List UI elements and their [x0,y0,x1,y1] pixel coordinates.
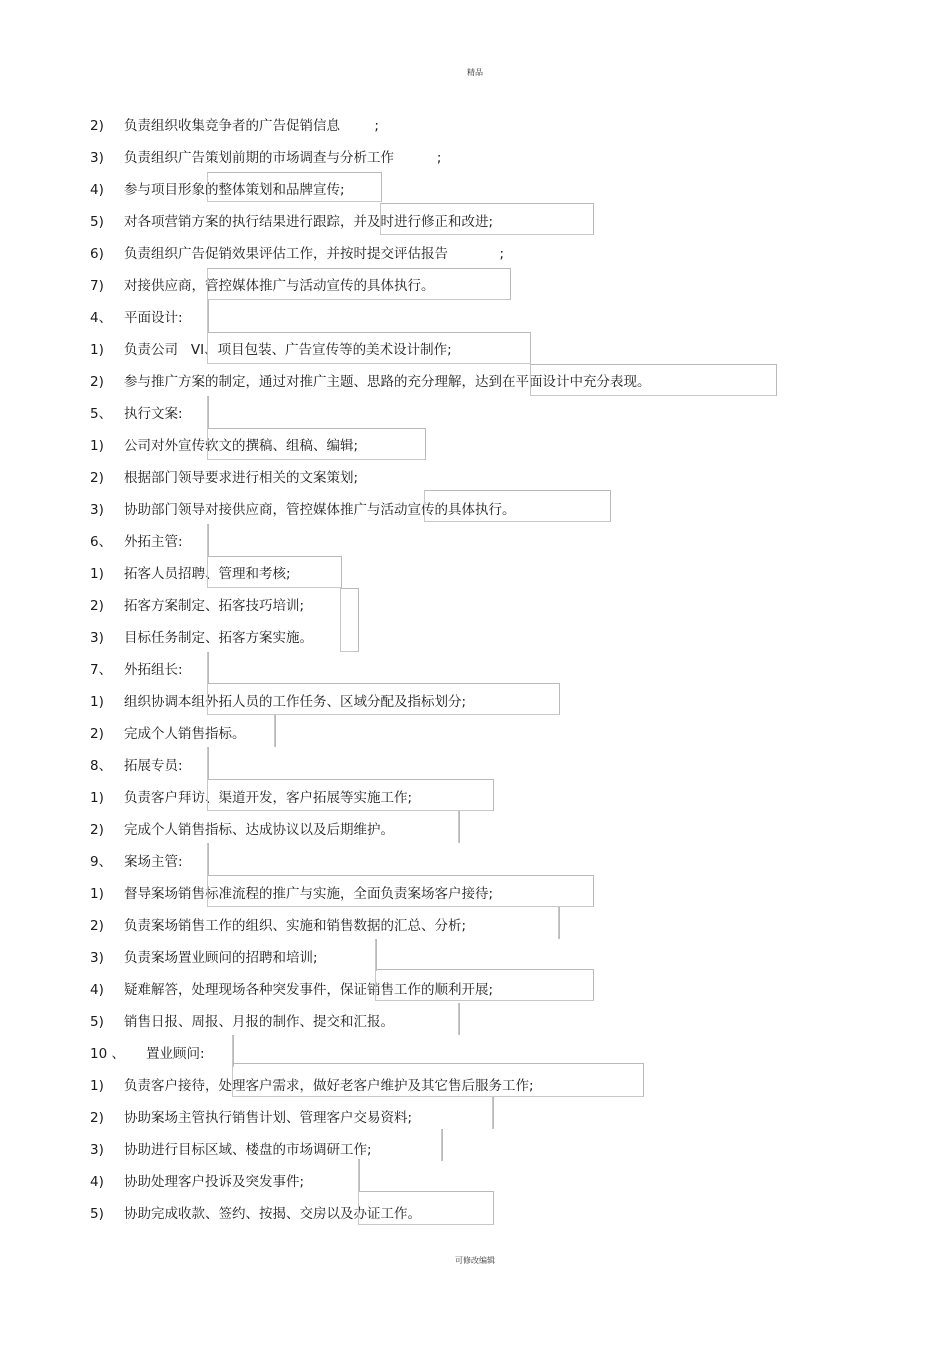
list-item-number: 5) [90,1206,104,1222]
list-item-text: 协助处理客户投诉及突发事件; [124,1174,305,1190]
list-item [90,180,345,200]
list-item-number: 2) [90,118,104,134]
list-item-number: 1) [90,694,104,710]
list-item [90,980,493,1000]
list-item-number: 6) [90,246,104,262]
list-item-number: 3) [90,502,104,518]
list-item-text: 协助部门领导对接供应商，管控媒体推广与活动宣传的具体执行。 [124,502,516,518]
list-item-number: 4) [90,982,104,998]
list-item-text: 负责组织收集竞争者的广告促销信息 ; [124,118,379,134]
list-item-text: 拓客方案制定、拓客技巧培训; [124,598,305,614]
list-item [90,820,394,840]
list-item-number: 2) [90,726,104,742]
list-item-text: 参与项目形象的整体策划和品牌宣传; [124,182,345,198]
list-item-text: 执行文案: [124,406,183,422]
list-item-text: 负责案场销售工作的组织、实施和销售数据的汇总、分析; [124,918,467,934]
list-item-text: 负责客户接待，处理客户需求，做好老客户维护及其它售后服务工作; [124,1078,534,1094]
list-item [90,884,493,904]
list-item-text: 负责客户拜访、渠道开发，客户拓展等实施工作; [124,790,413,806]
list-item-number: 6、 [90,534,113,550]
frame-line [207,652,209,684]
list-item-text: 协助案场主管执行销售计划、管理客户交易资料; [124,1110,413,1126]
list-item-text: 参与推广方案的制定，通过对推广主题、思路的充分理解，达到在平面设计中充分表现。 [124,374,651,390]
list-item-number: 5) [90,214,104,230]
list-item-text: 根据部门领导要求进行相关的文案策划; [124,470,359,486]
list-item [90,116,379,136]
list-item-number: 1) [90,1078,104,1094]
list-item-text: 拓客人员招聘、管理和考核; [124,566,291,582]
list-item-number: 2) [90,470,104,486]
list-item-number: 1) [90,566,104,582]
list-item-number: 5) [90,1014,104,1030]
list-item-number: 2) [90,1110,104,1126]
list-item-number: 2) [90,822,104,838]
list-item-text: 置业顾问: [146,1046,205,1062]
list-item-number: 4) [90,182,104,198]
frame-line [207,524,209,556]
page-footer: 可修改编辑 [455,1256,495,1265]
list-item-text: 协助进行目标区域、楼盘的市场调研工作; [124,1142,372,1158]
frame-line [558,907,560,939]
list-item-text: 组织协调本组外拓人员的工作任务、区域分配及指标划分; [124,694,467,710]
list-item [90,1108,412,1128]
frame-line [207,843,209,875]
list-item-text: 完成个人销售指标。 [124,726,246,742]
list-item [90,788,412,808]
frame-line [207,396,209,428]
list-item [90,1076,534,1096]
list-item [90,468,358,488]
list-item-text: 案场主管: [124,854,183,870]
list-item-text: 督导案场销售标准流程的推广与实施，全面负责案场客户接待; [124,886,494,902]
list-item-text: 目标任务制定、拓客方案实施。 [124,630,313,646]
list-item-text: 负责组织广告策划前期的市场调查与分析工作 ; [124,150,442,166]
list-item-number: 1) [90,438,104,454]
list-item [90,628,313,648]
list-item-text: 负责案场置业顾问的招聘和培训; [124,950,318,966]
frame-line [492,1097,494,1129]
list-item [90,436,358,456]
list-item [90,244,504,264]
list-item-number: 1) [90,342,104,358]
list-item-number: 7) [90,278,104,294]
list-item [90,660,183,680]
list-item-text: 平面设计: [124,310,183,326]
list-item [90,1204,421,1224]
list-item-text: 拓展专员: [124,758,183,774]
frame-line [232,1035,234,1067]
list-item-number: 8、 [90,758,113,774]
list-item-number: 7、 [90,662,113,678]
list-item-text: 公司对外宣传软文的撰稿、组稿、编辑; [124,438,359,454]
list-item-number: 2) [90,374,104,390]
list-item [90,596,304,616]
list-item [90,916,466,936]
list-item-number: 2) [90,918,104,934]
list-item [90,276,435,296]
list-item-number: 3) [90,1142,104,1158]
list-item-text: 外拓主管: [124,534,183,550]
frame-line [458,811,460,843]
list-item-number: 3) [90,950,104,966]
list-item-number: 1) [90,790,104,806]
list-item-text: 负责组织广告促销效果评估工作，并按时提交评估报告 ; [124,246,505,262]
frame-line [441,1129,443,1161]
list-item-number: 1) [90,886,104,902]
list-item [90,404,183,424]
list-item-text: 完成个人销售指标、达成协议以及后期维护。 [124,822,394,838]
list-item [90,1044,205,1064]
list-item [90,148,441,168]
list-item [90,372,651,392]
list-item-number: 3) [90,630,104,646]
list-item [90,756,183,776]
list-item [90,1140,372,1160]
frame-line [207,300,209,332]
list-item-text: 对接供应商，管控媒体推广与活动宣传的具体执行。 [124,278,435,294]
list-item [90,500,516,520]
list-item [90,724,246,744]
list-item-text: 对各项营销方案的执行结果进行跟踪，并及时进行修正和改进; [124,214,494,230]
list-item-number: 3) [90,150,104,166]
list-item-number: 4) [90,1174,104,1190]
list-item-text: 协助完成收款、签约、按揭、交房以及办证工作。 [124,1206,421,1222]
list-item-number: 5、 [90,406,113,422]
frame-line [340,588,359,652]
frame-line [375,939,377,971]
list-item [90,948,318,968]
list-item [90,308,183,328]
frame-line [458,1003,460,1035]
list-item [90,340,452,360]
list-item-text: 外拓组长: [124,662,183,678]
list-item-number: 2) [90,598,104,614]
list-item [90,1012,394,1032]
frame-line [358,1159,360,1191]
list-item [90,564,291,584]
list-item [90,532,183,552]
page-header: 精品 [467,68,483,77]
list-item [90,212,493,232]
frame-line [274,715,276,747]
list-item-number: 4、 [90,310,113,326]
list-item [90,692,466,712]
list-item-number: 10 、 [90,1046,125,1062]
list-item-text: 疑难解答，处理现场各种突发事件，保证销售工作的顺利开展; [124,982,494,998]
list-item-text: 负责公司 VI、项目包装、广告宣传等的美术设计制作; [124,342,452,358]
frame-line [207,747,209,779]
list-item [90,1172,304,1192]
list-item-text: 销售日报、周报、月报的制作、提交和汇报。 [124,1014,394,1030]
list-item-number: 9、 [90,854,113,870]
list-item [90,852,183,872]
